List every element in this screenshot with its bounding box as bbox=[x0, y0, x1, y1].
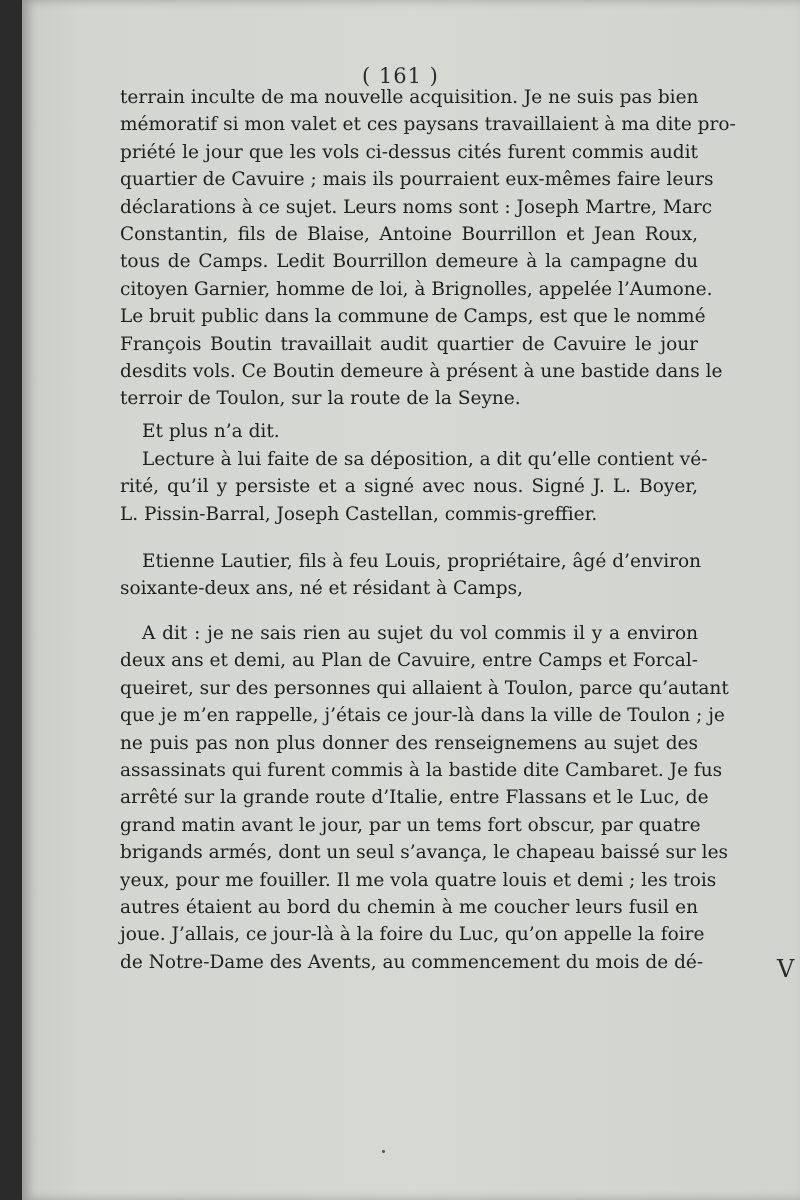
page-number: ( 161 ) bbox=[362, 64, 439, 88]
page-dot bbox=[382, 1150, 385, 1153]
text-line: desdits vols. Ce Boutin demeure à présent à une bastide dans le bbox=[120, 361, 723, 383]
text-line: ne puis pas non plus donner des renseignemens au sujet des bbox=[120, 732, 698, 754]
paragraph-4 bbox=[120, 548, 702, 603]
text-line: terroir de Toulon, sur la route de la Seyne. bbox=[120, 388, 521, 410]
text-line: que je m’en rappelle, j’étais ce jour-là dans la ville de Toulon ; je bbox=[120, 705, 725, 727]
text-line: déclarations à ce sujet. Leurs noms sont : Joseph Martre, Marc bbox=[120, 196, 713, 218]
document-page bbox=[22, 0, 800, 1200]
text-line: deux ans et demi, au Plan de Cavuire, entre Camps et Forcal- bbox=[120, 650, 698, 672]
text-line: quartier de Cavuire ; mais ils pourraient eux-mêmes faire leurs bbox=[120, 169, 714, 191]
text-line: arrêté sur la grande route d’Italie, entre Flassans et le Luc, de bbox=[120, 787, 709, 809]
text-line: Etienne Lautier, fils à feu Louis, propriétaire, âgé d’environ bbox=[142, 551, 702, 572]
text-line: citoyen Garnier, homme de loi, à Brignolles, appelée l’Aumone. bbox=[120, 278, 713, 300]
text-line: de Notre-Dame des Avents, au commencement du mois de dé- bbox=[120, 951, 704, 973]
text-line: assassinats qui furent commis à la bastide dite Cambaret. Je fus bbox=[120, 760, 723, 782]
text-line: François Boutin travaillait audit quartier de Cavuire le jour bbox=[120, 333, 698, 355]
text-line: grand matin avant le jour, par un tems fort obscur, par quatre bbox=[120, 814, 701, 836]
paragraph-3 bbox=[120, 446, 708, 528]
text-line: mémoratif si mon valet et ces paysans travaillaient à ma dite pro- bbox=[120, 114, 736, 136]
text-line: brigands armés, dont un seul s’avança, le chapeau baissé sur les bbox=[120, 842, 729, 864]
text-line: Lecture à lui faite de sa déposition, a dit qu’elle contient vé- bbox=[142, 449, 708, 470]
text-line: yeux, pour me fouiller. Il me vola quatre louis et demi ; les trois bbox=[120, 869, 717, 891]
signature-mark: V bbox=[777, 955, 795, 983]
text-line: autres étaient au bord du chemin à me coucher leurs fusil en bbox=[120, 897, 698, 919]
text-line: queiret, sur des personnes qui allaient à Toulon, parce qu’autant bbox=[120, 677, 729, 699]
text-line: tous de Camps. Ledit Bourrillon demeure à la campagne du bbox=[120, 251, 698, 273]
text-line: soixante-deux ans, né et résidant à Camps, bbox=[120, 578, 523, 600]
text-line: L. Pissin-Barral, Joseph Castellan, commis-greffier. bbox=[120, 503, 598, 525]
text-line: Le bruit public dans la commune de Camps, est que le nommé bbox=[120, 306, 706, 328]
text-line: terrain inculte de ma nouvelle acquisition. Je ne suis pas bien bbox=[120, 87, 699, 108]
text-line: Constantin, fils de Blaise, Antoine Bourrillon et Jean Roux, bbox=[120, 224, 698, 246]
paragraph-5 bbox=[120, 620, 729, 976]
paragraph-1 bbox=[120, 84, 736, 413]
text-line: rité, qu’il y persiste et a signé avec nous. Signé J. L. Boyer, bbox=[120, 476, 698, 498]
text-line: priété le jour que les vols ci-dessus cités furent commis audit bbox=[120, 141, 698, 163]
text-line: Et plus n’a dit. bbox=[142, 421, 280, 442]
paragraph-2 bbox=[120, 418, 698, 445]
text-line: A dit : je ne sais rien au sujet du vol commis il y a environ bbox=[142, 623, 698, 644]
text-line: joue. J’allais, ce jour-là à la foire du Luc, qu’on appelle la foire bbox=[120, 924, 705, 946]
